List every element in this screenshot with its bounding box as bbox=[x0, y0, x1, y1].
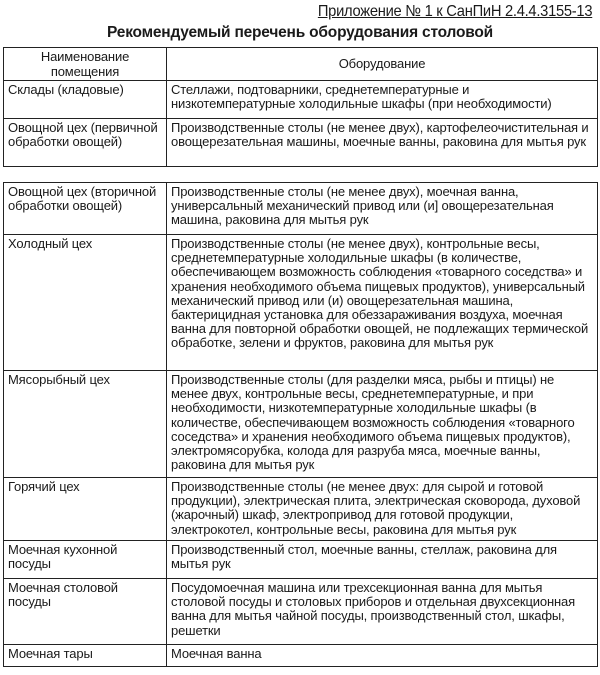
table-row bbox=[4, 371, 598, 478]
table-row bbox=[4, 183, 598, 235]
equipment-cell: Производственные столы (не менее двух: для сырой и готовой продукции), электрическая плита, электрическая сковорода, духовой (жарочный) шкаф, электропривод для готовой продукции, электрокотел, контрольные весы, раковина для мытья рук bbox=[167, 478, 598, 541]
table-row bbox=[4, 478, 598, 541]
equipment-cell: Производственные столы (для разделки мяса, рыбы и птицы) не менее двух, контрольные весы, среднетемпературные, и при необходимости, низкотемпературные холодильные шкафы (в количестве, обеспечивающем возможность соблюдения «товарного соседства» и хранения необходимого объема пищевых продуктов), электромясорубка, колода для разруба мяса, моечные ванны, раковина для мытья рук bbox=[167, 371, 598, 478]
equipment-cell: Производственный стол, моечные ванны, стеллаж, раковина для мытья рук bbox=[167, 541, 598, 579]
room-cell: Холодный цех bbox=[4, 235, 167, 371]
room-cell: Моечная столовой посуды bbox=[4, 579, 167, 645]
equipment-cell: Производственные столы (не менее двух), моечная ванна, универсальный механический привод или (и] овощерезательная машина, раковина для мытья рук bbox=[167, 183, 598, 235]
room-cell: Склады (кладовые) bbox=[4, 81, 167, 119]
appendix-reference: Приложение № 1 к СанПиН 2.4.4.3155-13 bbox=[317, 3, 592, 20]
equipment-cell: Производственные столы (не менее двух), картофелеочистительная и овощерезательная машины, моечные ванны, раковина для мытья рук bbox=[167, 119, 598, 167]
column-header-room: Наименование помещения bbox=[4, 48, 167, 81]
equipment-cell: Стеллажи, подтоварники, среднетемпературные и низкотемпературные холодильные шкафы (при необходимости) bbox=[167, 81, 598, 119]
equipment-cell: Посудомоечная машина или трехсекционная ванна для мытья столовой посуды и столовых приборов и отдельная двухсекционная ванна для мытья чайной посуды, производственный стол, шкафы, решетки bbox=[167, 579, 598, 645]
table-row bbox=[4, 645, 598, 667]
equipment-table-part-2 bbox=[3, 182, 598, 667]
room-cell: Овощной цех (вторичной обработки овощей) bbox=[4, 183, 167, 235]
room-cell: Мясорыбный цех bbox=[4, 371, 167, 478]
equipment-cell: Моечная ванна bbox=[167, 645, 598, 667]
table-row bbox=[4, 541, 598, 579]
table-row bbox=[4, 81, 598, 119]
equipment-table-part-1 bbox=[3, 47, 598, 167]
room-cell: Овощной цех (первичной обработки овощей) bbox=[4, 119, 167, 167]
column-header-equipment: Оборудование bbox=[167, 48, 598, 81]
room-cell: Горячий цех bbox=[4, 478, 167, 541]
table-row bbox=[4, 235, 598, 371]
table-header-row bbox=[4, 48, 598, 81]
document-title: Рекомендуемый перечень оборудования столовой bbox=[107, 24, 493, 41]
equipment-cell: Производственные столы (не менее двух), контрольные весы, среднетемпературные холодильные шкафы (в количестве, обеспечивающем возможность соблюдения «товарного соседства» и хранения необходимого объема пищевых продуктов), универсальный механический привод или (и) овощерезательная машина, бактерицидная установка для обеззараживания воздуха, моечная ванна для повторной обработки овощей, не подлежащих термической обработке, зелени и фруктов, раковина для мытья рук bbox=[167, 235, 598, 371]
room-cell: Моечная тары bbox=[4, 645, 167, 667]
table-row bbox=[4, 579, 598, 645]
table-row bbox=[4, 119, 598, 167]
room-cell: Моечная кухонной посуды bbox=[4, 541, 167, 579]
